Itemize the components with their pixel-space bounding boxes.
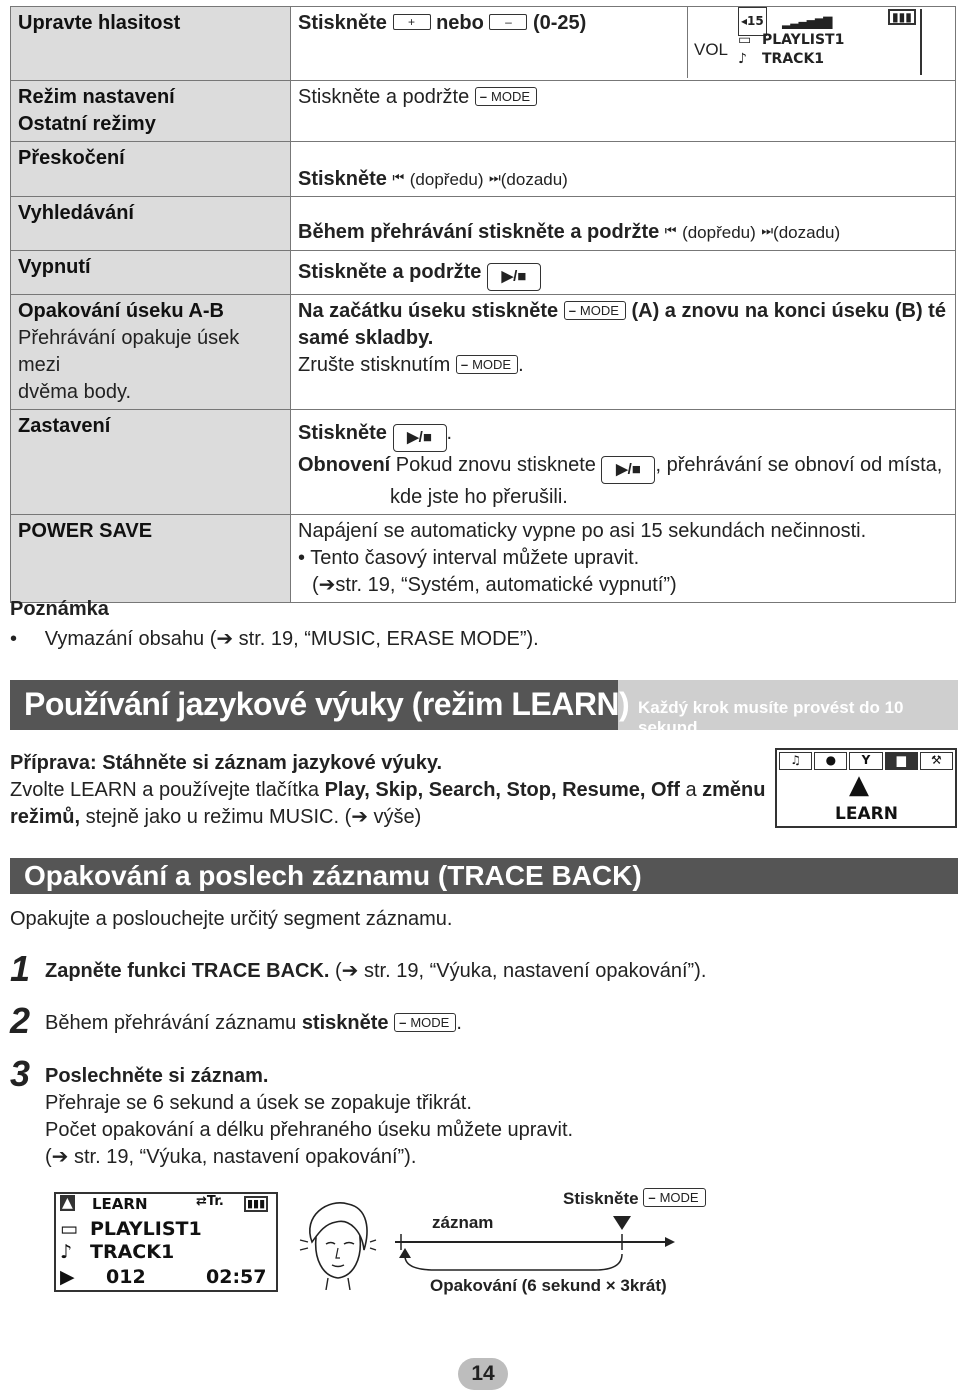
playlist-icon: ▭ (60, 1218, 78, 1240)
mode-button-icon: – MODE (643, 1188, 705, 1207)
step-1-rest: (➔ str. 19, “Výuka, nastavení opakování”). (329, 960, 707, 982)
row-label-ab-repeat: Opakování úseku A-B (18, 300, 224, 322)
vol-plus-icon: + (393, 14, 431, 30)
prep-l2a: Zvolte LEARN a používejte tlačítka (10, 779, 325, 801)
ab-description-2: dvěma body. (18, 381, 132, 403)
step-2-text (45, 1010, 462, 1037)
prep-change: změnu (702, 779, 766, 801)
volume-or: nebo (436, 12, 484, 34)
resume-text-2: , přehrávání se obnoví od místa, (655, 454, 943, 476)
mode-icons-row (779, 752, 953, 770)
vol-minus-icon: – (489, 14, 527, 30)
step-3-bold: Poslechněte si záznam. (45, 1065, 269, 1087)
ab-cancel-period: . (518, 354, 524, 376)
prep-and: a (679, 779, 703, 801)
mode-button-icon: – MODE (456, 355, 518, 374)
volume-press: Stiskněte (298, 12, 387, 34)
volume-lcd-display (687, 6, 956, 78)
display-playlist: PLAYLIST1 (762, 32, 845, 48)
step-3-line2: Přehraje se 6 sekund a úsek se zopakuje třikrát. (45, 1092, 472, 1114)
prep-buttons: Play, Skip, Search, Stop, Resume, Off (324, 779, 680, 801)
learn-mode-display (775, 748, 957, 828)
ab-cancel: Zrušte stisknutím (298, 354, 451, 376)
note-icon: ♪ (738, 51, 747, 67)
step-3-line4: (➔ str. 19, “Výuka, nastavení opakování”). (45, 1146, 417, 1168)
skip-back-icon: ⏭ (489, 170, 501, 185)
prep-l3b: stejně jako u režimu MUSIC. (➔ výše) (80, 806, 422, 828)
step-1-number: 1 (10, 948, 31, 989)
listener-face-icon (298, 1198, 378, 1290)
battery-icon: ▮▮▮ (244, 1196, 268, 1212)
speaker-icon: ◂15 (738, 7, 767, 36)
operations-table (10, 6, 956, 603)
step-3-number: 3 (10, 1053, 31, 1094)
power-save-ref: (➔str. 19, “Systém, automatické vypnutí”) (312, 574, 677, 596)
display2-track: TRACK1 (90, 1241, 175, 1263)
power-save-bullet: • Tento časový interval můžete upravit. (298, 547, 640, 569)
resume-label: Obnovení (298, 454, 391, 476)
diagram-press-label (563, 1188, 706, 1209)
skip-press: Stiskněte (298, 168, 387, 190)
graduation-cap-icon: ▲ (849, 770, 869, 800)
learn-section-subtitle: Každý krok musíte provést do 10 sekund (638, 698, 904, 737)
skip-back-text: (dozadu) (500, 170, 568, 189)
skip-forward-icon: ⏮ (392, 170, 405, 185)
tools-icon: ⚒ (920, 752, 953, 770)
trace-back-display (54, 1192, 278, 1292)
stop-period: . (446, 422, 453, 444)
display2-learn: LEARN (92, 1195, 148, 1213)
prep-modes: režimů, (10, 806, 81, 828)
resume-text-3: kde jste ho přerušili. (390, 486, 568, 508)
step-1-bold: Zapněte funkci TRACE BACK. (45, 960, 330, 982)
mode-button-icon: – MODE (475, 87, 537, 106)
mode-button-icon: – MODE (394, 1013, 456, 1032)
ab-instruction-3: samé skladby. (298, 327, 434, 349)
step-1-text (45, 958, 706, 985)
display2-playlist: PLAYLIST1 (90, 1218, 202, 1240)
play-stop-button-icon: ▶/■ (393, 424, 447, 452)
playlist-icon: ▭ (738, 32, 752, 48)
voice-icon: ● (814, 752, 847, 770)
display-track: TRACK1 (762, 51, 825, 67)
play-stop-button-icon: ▶/■ (601, 456, 655, 484)
ab-instruction: Na začátku úseku stiskněte (298, 300, 559, 322)
step-2-rest: Během přehrávání záznamu (45, 1012, 302, 1034)
display-top-bar (56, 1194, 276, 1216)
stop-press: Stiskněte (298, 422, 387, 444)
trace-section-header (10, 858, 958, 894)
row-label-setting: Režim nastavení (18, 86, 175, 108)
row-label-skip: Přeskočení (18, 147, 125, 169)
step-2-bold: stiskněte (301, 1012, 389, 1034)
note-icon: ♪ (60, 1241, 73, 1263)
row-label-search: Vyhledávání (18, 202, 134, 224)
row-label-off: Vypnutí (18, 256, 91, 278)
row-label-power-save: POWER SAVE (18, 520, 153, 542)
learn-cap-icon: ▲ (62, 1195, 73, 1211)
volume-bars-icon: ▂▃▄▅▆▇ (782, 15, 832, 29)
battery-icon: ▮▮▮ (888, 9, 916, 25)
row-label-other: Ostatní režimy (18, 113, 156, 135)
page-number: 14 (458, 1358, 508, 1390)
vol-label: VOL (694, 40, 729, 59)
note-title: Poznámka (10, 598, 109, 620)
step-2-number: 2 (10, 1000, 31, 1041)
step-3-text (45, 1063, 573, 1171)
prep-line1: Příprava: Stáhněte si záznam jazykové výuky. (10, 752, 443, 774)
radio-icon: Y (849, 752, 882, 770)
learn-icon-tab: ▆ (885, 752, 918, 770)
display2-time: 02:57 (206, 1266, 267, 1288)
ab-instruction-2: (A) a znovu na konci úseku (B) té (631, 300, 946, 322)
power-save-text: Napájení se automaticky vypne po asi 15 sekundách nečinnosti. (298, 520, 867, 542)
volume-range: (0-25) (532, 12, 587, 34)
step-2-end: . (456, 1012, 462, 1034)
row-label-volume: Upravte hlasitost (18, 12, 181, 34)
skip-forward-text: (dopředu) (409, 170, 484, 189)
search-instruction: Během přehrávání stiskněte a podržte (298, 221, 660, 243)
search-forward-icon: ⏮ (664, 223, 677, 238)
search-back-text: (dozadu) (773, 223, 841, 242)
diagram-press-text: Stiskněte (563, 1189, 639, 1208)
display2-number: 012 (106, 1266, 146, 1288)
row-label-stop: Zastavení (18, 415, 111, 437)
diagram-repeat-label: Opakování (6 sekund × 3krát) (430, 1276, 667, 1295)
preparation-text (10, 750, 770, 831)
off-instruction: Stiskněte a podržte (298, 261, 482, 283)
search-forward-text: (dopředu) (682, 223, 756, 242)
trace-section-title: Opakování a poslech záznamu (TRACE BACK) (24, 860, 642, 891)
learn-section-header (10, 680, 958, 737)
timeline-diagram (395, 1212, 675, 1282)
resume-text: Pokud znovu stisknete (395, 454, 596, 476)
setting-instruction: Stiskněte a podržte (298, 86, 470, 108)
learn-display-label: LEARN (835, 804, 898, 824)
search-back-icon: ⏭ (761, 223, 774, 238)
play-stop-button-icon: ▶/■ (487, 263, 541, 291)
note-item: • Vymazání obsahu (➔ str. 19, “MUSIC, ERASE MODE”). (10, 628, 539, 650)
mode-button-icon: – MODE (564, 301, 626, 320)
learn-section-title: Používání jazykové výuky (režim LEARN) (24, 686, 630, 722)
trace-back-icon: ⇄Tr. (196, 1194, 224, 1209)
play-icon: ▶ (60, 1266, 75, 1288)
music-icon: ♫ (779, 752, 812, 770)
ab-description: Přehrávání opakuje úsek mezi (18, 327, 240, 376)
diagram-record-label: záznam (432, 1213, 494, 1232)
step-3-line3: Počet opakování a délku přehraného úseku můžete upravit. (45, 1119, 574, 1141)
trace-intro: Opakujte a poslouchejte určitý segment záznamu. (10, 908, 453, 930)
